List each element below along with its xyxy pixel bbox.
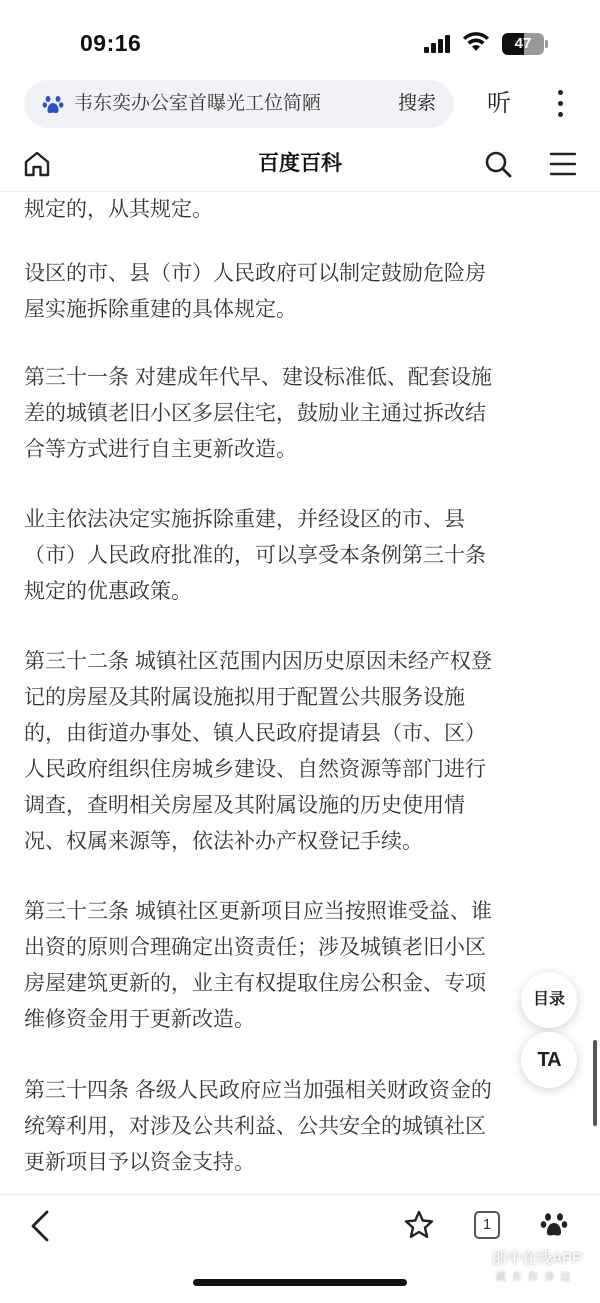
svg-text:zj: zj bbox=[467, 1259, 477, 1273]
paragraph-line: 第三十二条 城镇社区范围内因历史原因未经产权登 bbox=[24, 650, 492, 673]
tab-count-button[interactable]: 1 bbox=[474, 1211, 500, 1239]
paragraph-line: 业主依法决定实施拆除重建，并经设区的市、县 bbox=[24, 508, 465, 531]
article-paragraph bbox=[24, 360, 580, 468]
article-paragraph bbox=[24, 256, 580, 328]
paragraph-line: 规定的，从其规定。 bbox=[24, 198, 213, 221]
article-body bbox=[0, 192, 600, 1194]
home-icon[interactable] bbox=[22, 149, 52, 179]
watermark-subtext: 就在你身边 bbox=[496, 1272, 576, 1283]
paragraph-line: 调查，查明相关房屋及其附属设施的历史使用情 bbox=[24, 794, 465, 817]
ta-button[interactable]: TA bbox=[521, 1032, 577, 1088]
paragraph-line: 合等方式进行自主更新改造。 bbox=[24, 438, 297, 461]
menu-icon[interactable] bbox=[549, 151, 577, 177]
paragraph-line: 更新项目予以资金支持。 bbox=[24, 1151, 255, 1174]
paragraph-line: 设区的市、县（市）人民政府可以制定鼓励危险房 bbox=[24, 262, 486, 285]
page-title: 百度百科 bbox=[258, 152, 342, 175]
toc-button[interactable]: 目录 bbox=[521, 972, 577, 1028]
paragraph-line: 第三十一条 对建成年代早、建设标准低、配套设施 bbox=[24, 366, 492, 389]
nav-header bbox=[0, 136, 600, 192]
paragraph-line: 差的城镇老旧小区多层住宅，鼓励业主通过拆改结 bbox=[24, 402, 486, 425]
watermark bbox=[450, 1244, 600, 1290]
article-paragraph bbox=[24, 502, 580, 610]
paragraph-line: 况、权属来源等，依法补办产权登记手续。 bbox=[24, 830, 423, 853]
article-paragraph bbox=[24, 192, 580, 228]
paw-icon[interactable] bbox=[540, 1210, 568, 1238]
cellular-signal-icon bbox=[424, 35, 452, 53]
paragraph-line: （市）人民政府批准的，可以享受本条例第三十条 bbox=[24, 544, 486, 567]
paragraph-line: 第三十三条 城镇社区更新项目应当按照谁受益、谁 bbox=[24, 900, 492, 923]
watermark-logo bbox=[454, 1247, 490, 1283]
paragraph-line: 维修资金用于更新改造。 bbox=[24, 1008, 255, 1031]
scrollbar-thumb[interactable] bbox=[593, 1040, 597, 1126]
paragraph-line: 出资的原则合理确定出资责任；涉及城镇老旧小区 bbox=[24, 936, 486, 959]
article-paragraph bbox=[24, 644, 580, 860]
home-indicator bbox=[193, 1279, 407, 1286]
search-input[interactable]: 韦东奕办公室首曝光工位简陋 bbox=[74, 93, 322, 114]
watermark-text: 浙中在线APP bbox=[492, 1250, 583, 1267]
paragraph-line: 规定的优惠政策。 bbox=[24, 580, 192, 603]
status-time: 09:16 bbox=[80, 30, 142, 56]
status-bar bbox=[0, 0, 600, 82]
search-button[interactable]: 搜索 bbox=[397, 93, 436, 114]
paragraph-line: 屋实施拆除重建的具体规定。 bbox=[24, 298, 297, 321]
search-icon[interactable] bbox=[483, 149, 513, 179]
star-icon[interactable] bbox=[403, 1209, 435, 1241]
search-bar[interactable] bbox=[24, 80, 454, 128]
back-icon[interactable] bbox=[28, 1209, 52, 1243]
listen-button[interactable]: 听 bbox=[487, 90, 511, 117]
battery-level: 47 bbox=[514, 35, 532, 52]
battery-icon bbox=[502, 33, 544, 55]
paragraph-line: 的，由街道办事处、镇人民政府提请县（市、区） bbox=[24, 722, 486, 745]
baidu-paw-icon bbox=[42, 93, 64, 115]
battery-tip bbox=[545, 40, 548, 48]
paragraph-line: 统筹利用，对涉及公共利益、公共安全的城镇社区 bbox=[24, 1115, 486, 1138]
paragraph-line: 人民政府组织住房城乡建设、自然资源等部门进行 bbox=[24, 758, 486, 781]
article-paragraph bbox=[24, 894, 580, 1038]
article-paragraph bbox=[24, 1073, 580, 1181]
paragraph-line: 第三十四条 各级人民政府应当加强相关财政资金的 bbox=[24, 1079, 492, 1102]
paragraph-line: 记的房屋及其附属设施拟用于配置公共服务设施 bbox=[24, 686, 465, 709]
paragraph-line: 房屋建筑更新的，业主有权提取住房公积金、专项 bbox=[24, 972, 486, 995]
wifi-icon bbox=[462, 31, 490, 53]
more-vertical-icon[interactable] bbox=[557, 88, 565, 120]
